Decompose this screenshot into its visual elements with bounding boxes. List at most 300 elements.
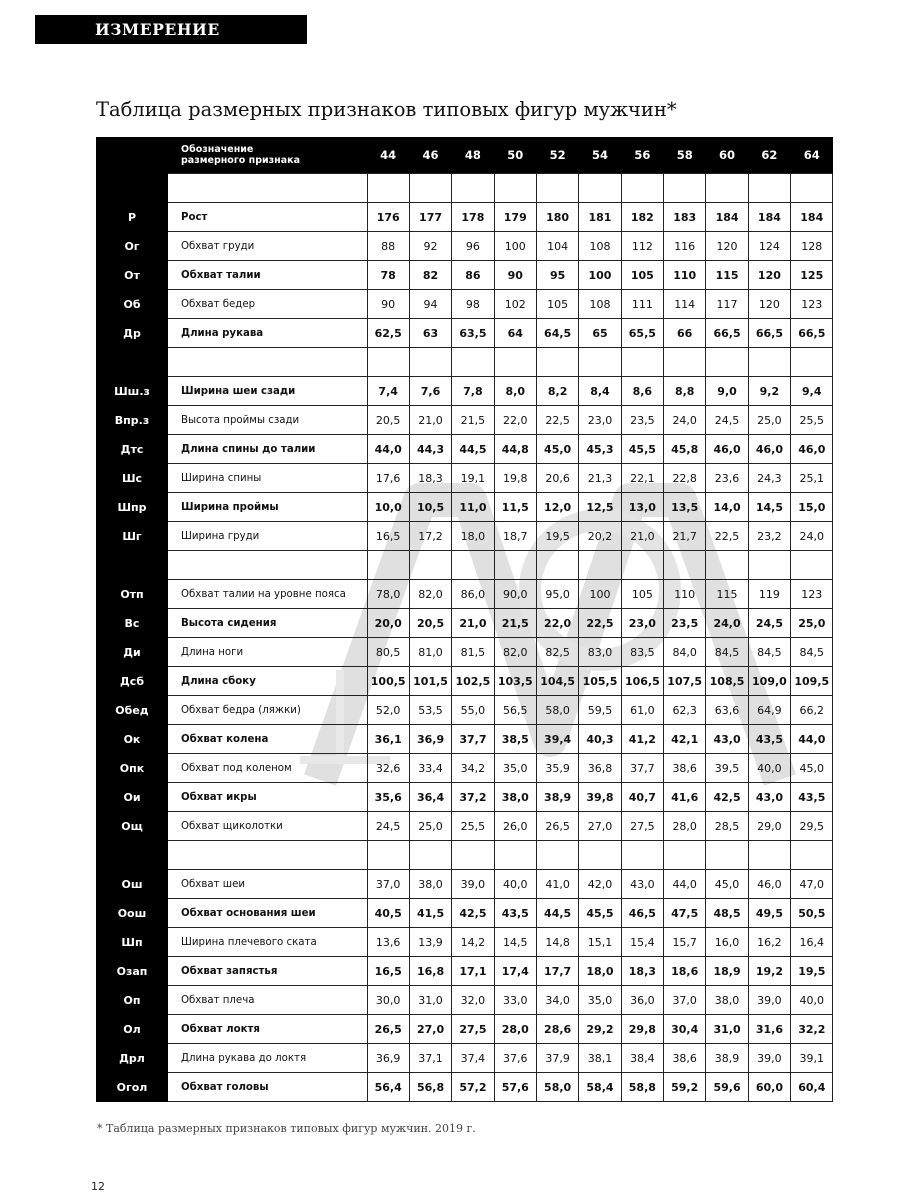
value-cell: 176: [367, 203, 409, 232]
header-label-line2: размерного признака: [181, 155, 301, 166]
value-cell: [579, 841, 621, 870]
value-cell: 58,0: [536, 696, 578, 725]
value-cell: 36,4: [409, 783, 451, 812]
value-cell: 18,0: [579, 957, 621, 986]
value-cell: 22,5: [536, 406, 578, 435]
value-cell: 22,5: [706, 522, 748, 551]
value-cell: 84,5: [706, 638, 748, 667]
table-row: [96, 957, 833, 986]
value-cell: 12,5: [579, 493, 621, 522]
value-cell: 40,0: [748, 754, 790, 783]
value-cell: 26,0: [494, 812, 536, 841]
group-spacer-row: [96, 174, 833, 203]
value-cell: 90,0: [494, 580, 536, 609]
value-cell: 82,5: [536, 638, 578, 667]
value-cell: 42,5: [706, 783, 748, 812]
header-size-58: 58: [664, 137, 706, 174]
value-cell: 56,4: [367, 1073, 409, 1102]
value-cell: 110: [664, 580, 706, 609]
value-cell: 49,5: [748, 899, 790, 928]
value-cell: 61,0: [621, 696, 663, 725]
value-cell: [409, 551, 451, 580]
value-cell: 20,5: [367, 406, 409, 435]
measurement-label: Обхват запястья: [168, 957, 367, 986]
value-cell: 125: [791, 261, 833, 290]
header-size-44: 44: [367, 137, 409, 174]
value-cell: 181: [579, 203, 621, 232]
value-cell: 38,6: [664, 754, 706, 783]
table-row: [96, 319, 833, 348]
value-cell: 120: [748, 290, 790, 319]
value-cell: 17,2: [409, 522, 451, 551]
value-cell: 21,0: [452, 609, 494, 638]
page-number: 12: [91, 1180, 105, 1193]
value-cell: 13,0: [621, 493, 663, 522]
measurement-code: Шп: [96, 928, 168, 957]
value-cell: 25,0: [748, 406, 790, 435]
table-row: [96, 1044, 833, 1073]
value-cell: [579, 174, 621, 203]
value-cell: 28,5: [706, 812, 748, 841]
value-cell: 90: [367, 290, 409, 319]
table-row: [96, 609, 833, 638]
value-cell: [791, 551, 833, 580]
value-cell: 84,5: [748, 638, 790, 667]
header-size-50: 50: [494, 137, 536, 174]
value-cell: 23,5: [621, 406, 663, 435]
value-cell: 23,0: [621, 609, 663, 638]
value-cell: 39,0: [748, 1044, 790, 1073]
value-cell: 43,0: [748, 783, 790, 812]
value-cell: 29,5: [791, 812, 833, 841]
value-cell: 59,2: [664, 1073, 706, 1102]
value-cell: [706, 841, 748, 870]
value-cell: 64: [494, 319, 536, 348]
table-row: [96, 899, 833, 928]
value-cell: 24,3: [748, 464, 790, 493]
value-cell: [579, 348, 621, 377]
value-cell: [536, 174, 578, 203]
value-cell: 22,8: [664, 464, 706, 493]
value-cell: 184: [748, 203, 790, 232]
header-code-cell: [96, 137, 168, 174]
value-cell: 43,0: [706, 725, 748, 754]
table-row: [96, 580, 833, 609]
value-cell: 18,6: [664, 957, 706, 986]
value-cell: 9,0: [706, 377, 748, 406]
label-cell: [168, 841, 367, 870]
measurement-code: Ои: [96, 783, 168, 812]
value-cell: 31,6: [748, 1015, 790, 1044]
value-cell: 66,5: [791, 319, 833, 348]
value-cell: 100: [579, 261, 621, 290]
value-cell: 41,2: [621, 725, 663, 754]
value-cell: 17,7: [536, 957, 578, 986]
value-cell: 36,8: [579, 754, 621, 783]
value-cell: 46,5: [621, 899, 663, 928]
value-cell: 13,9: [409, 928, 451, 957]
value-cell: 20,5: [409, 609, 451, 638]
code-cell: [96, 841, 168, 870]
value-cell: 8,0: [494, 377, 536, 406]
measurement-code: Шш.з: [96, 377, 168, 406]
value-cell: 7,6: [409, 377, 451, 406]
measurement-label: Обхват локтя: [168, 1015, 367, 1044]
value-cell: 24,0: [706, 609, 748, 638]
value-cell: [536, 551, 578, 580]
value-cell: 15,0: [791, 493, 833, 522]
measurement-label: Высота проймы сзади: [168, 406, 367, 435]
code-cell: [96, 174, 168, 203]
value-cell: 95,0: [536, 580, 578, 609]
table-header-row: [96, 137, 833, 174]
measurement-code: Огол: [96, 1073, 168, 1102]
value-cell: 43,0: [621, 870, 663, 899]
value-cell: 22,0: [494, 406, 536, 435]
table-row: [96, 406, 833, 435]
value-cell: [579, 551, 621, 580]
value-cell: 37,7: [452, 725, 494, 754]
value-cell: 19,8: [494, 464, 536, 493]
measurement-label: Обхват груди: [168, 232, 367, 261]
measurement-label: Ширина шеи сзади: [168, 377, 367, 406]
value-cell: [452, 174, 494, 203]
footnote: * Таблица размерных признаков типовых фигур мужчин. 2019 г.: [97, 1122, 476, 1135]
value-cell: 7,8: [452, 377, 494, 406]
value-cell: 105: [536, 290, 578, 319]
value-cell: 120: [748, 261, 790, 290]
value-cell: 60,4: [791, 1073, 833, 1102]
value-cell: 86,0: [452, 580, 494, 609]
value-cell: 40,5: [367, 899, 409, 928]
value-cell: [367, 174, 409, 203]
value-cell: 10,0: [367, 493, 409, 522]
value-cell: 15,1: [579, 928, 621, 957]
value-cell: 78,0: [367, 580, 409, 609]
value-cell: 27,0: [579, 812, 621, 841]
measurement-code: Ди: [96, 638, 168, 667]
value-cell: 59,6: [706, 1073, 748, 1102]
value-cell: 45,0: [791, 754, 833, 783]
value-cell: 38,9: [536, 783, 578, 812]
value-cell: [494, 174, 536, 203]
value-cell: 46,0: [706, 435, 748, 464]
value-cell: 37,1: [409, 1044, 451, 1073]
value-cell: 178: [452, 203, 494, 232]
value-cell: 48,5: [706, 899, 748, 928]
value-cell: 22,0: [536, 609, 578, 638]
value-cell: 84,5: [791, 638, 833, 667]
group-spacer-row: [96, 841, 833, 870]
value-cell: 37,9: [536, 1044, 578, 1073]
value-cell: 30,0: [367, 986, 409, 1015]
header-size-48: 48: [452, 137, 494, 174]
table-row: [96, 638, 833, 667]
value-cell: 62,5: [367, 319, 409, 348]
value-cell: 43,5: [791, 783, 833, 812]
value-cell: 128: [791, 232, 833, 261]
measurement-label: Обхват шеи: [168, 870, 367, 899]
value-cell: 44,5: [452, 435, 494, 464]
value-cell: 83,5: [621, 638, 663, 667]
value-cell: 41,6: [664, 783, 706, 812]
value-cell: [536, 841, 578, 870]
value-cell: 103,5: [494, 667, 536, 696]
table-row: [96, 1015, 833, 1044]
value-cell: 18,3: [409, 464, 451, 493]
value-cell: 20,2: [579, 522, 621, 551]
value-cell: 65,5: [621, 319, 663, 348]
value-cell: 21,5: [494, 609, 536, 638]
code-cell: [96, 551, 168, 580]
value-cell: 115: [706, 580, 748, 609]
value-cell: 16,5: [367, 957, 409, 986]
value-cell: 18,9: [706, 957, 748, 986]
value-cell: [791, 348, 833, 377]
value-cell: 36,9: [409, 725, 451, 754]
value-cell: 35,0: [494, 754, 536, 783]
value-cell: 82,0: [409, 580, 451, 609]
value-cell: [367, 841, 409, 870]
table-row: [96, 783, 833, 812]
value-cell: 66,5: [706, 319, 748, 348]
value-cell: 92: [409, 232, 451, 261]
value-cell: 29,8: [621, 1015, 663, 1044]
header-size-64: 64: [791, 137, 833, 174]
measurement-label: Обхват под коленом: [168, 754, 367, 783]
value-cell: [621, 348, 663, 377]
value-cell: 19,5: [791, 957, 833, 986]
value-cell: 37,0: [664, 986, 706, 1015]
value-cell: 32,2: [791, 1015, 833, 1044]
value-cell: 45,5: [621, 435, 663, 464]
value-cell: 17,6: [367, 464, 409, 493]
value-cell: 59,5: [579, 696, 621, 725]
measurement-label: Обхват колена: [168, 725, 367, 754]
value-cell: 98: [452, 290, 494, 319]
value-cell: 108,5: [706, 667, 748, 696]
value-cell: [494, 841, 536, 870]
value-cell: 119: [748, 580, 790, 609]
value-cell: 38,5: [494, 725, 536, 754]
value-cell: 39,0: [748, 986, 790, 1015]
value-cell: 64,5: [536, 319, 578, 348]
measurement-label: Рост: [168, 203, 367, 232]
value-cell: 38,9: [706, 1044, 748, 1073]
value-cell: 38,6: [664, 1044, 706, 1073]
value-cell: 27,0: [409, 1015, 451, 1044]
value-cell: 57,6: [494, 1073, 536, 1102]
table-row: [96, 870, 833, 899]
value-cell: 18,7: [494, 522, 536, 551]
table-row: [96, 261, 833, 290]
value-cell: 32,6: [367, 754, 409, 783]
value-cell: [748, 841, 790, 870]
value-cell: 27,5: [452, 1015, 494, 1044]
value-cell: 81,0: [409, 638, 451, 667]
value-cell: 42,0: [579, 870, 621, 899]
value-cell: 36,1: [367, 725, 409, 754]
value-cell: 23,5: [664, 609, 706, 638]
value-cell: 8,2: [536, 377, 578, 406]
value-cell: 24,0: [664, 406, 706, 435]
value-cell: 106,5: [621, 667, 663, 696]
value-cell: 38,1: [579, 1044, 621, 1073]
value-cell: 82: [409, 261, 451, 290]
value-cell: 10,5: [409, 493, 451, 522]
value-cell: 34,2: [452, 754, 494, 783]
value-cell: 37,6: [494, 1044, 536, 1073]
value-cell: 38,0: [409, 870, 451, 899]
value-cell: 101,5: [409, 667, 451, 696]
value-cell: 117: [706, 290, 748, 319]
value-cell: 31,0: [706, 1015, 748, 1044]
value-cell: [791, 841, 833, 870]
measurement-code: Озап: [96, 957, 168, 986]
value-cell: 32,0: [452, 986, 494, 1015]
header-label-line1: Обозначение: [181, 144, 254, 155]
value-cell: 44,5: [536, 899, 578, 928]
value-cell: 63,6: [706, 696, 748, 725]
value-cell: [494, 551, 536, 580]
measurement-code: Обед: [96, 696, 168, 725]
value-cell: 17,1: [452, 957, 494, 986]
value-cell: 114: [664, 290, 706, 319]
value-cell: 41,5: [409, 899, 451, 928]
value-cell: 20,6: [536, 464, 578, 493]
value-cell: 21,3: [579, 464, 621, 493]
value-cell: 14,5: [748, 493, 790, 522]
measurement-code: Дсб: [96, 667, 168, 696]
value-cell: 21,0: [621, 522, 663, 551]
value-cell: 58,0: [536, 1073, 578, 1102]
value-cell: 37,4: [452, 1044, 494, 1073]
value-cell: 64,9: [748, 696, 790, 725]
measurement-label: Длина сбоку: [168, 667, 367, 696]
table-row: [96, 1073, 833, 1102]
value-cell: 14,0: [706, 493, 748, 522]
value-cell: [621, 174, 663, 203]
table-row: [96, 725, 833, 754]
value-cell: 39,1: [791, 1044, 833, 1073]
header-label-cell: [168, 137, 367, 174]
measurement-label: Обхват икры: [168, 783, 367, 812]
value-cell: 88: [367, 232, 409, 261]
value-cell: 180: [536, 203, 578, 232]
value-cell: 123: [791, 290, 833, 319]
value-cell: 14,8: [536, 928, 578, 957]
value-cell: 38,4: [621, 1044, 663, 1073]
value-cell: 30,4: [664, 1015, 706, 1044]
value-cell: 109,5: [791, 667, 833, 696]
measurement-code: Дрл: [96, 1044, 168, 1073]
measurement-code: Р: [96, 203, 168, 232]
value-cell: 42,5: [452, 899, 494, 928]
value-cell: 38,0: [494, 783, 536, 812]
group-spacer-row: [96, 551, 833, 580]
value-cell: 57,2: [452, 1073, 494, 1102]
value-cell: 19,5: [536, 522, 578, 551]
value-cell: 115: [706, 261, 748, 290]
value-cell: [664, 174, 706, 203]
value-cell: 26,5: [536, 812, 578, 841]
value-cell: 9,4: [791, 377, 833, 406]
value-cell: 56,5: [494, 696, 536, 725]
value-cell: 41,0: [536, 870, 578, 899]
value-cell: 102,5: [452, 667, 494, 696]
value-cell: [748, 551, 790, 580]
value-cell: 120: [706, 232, 748, 261]
value-cell: 40,0: [791, 986, 833, 1015]
value-cell: 112: [621, 232, 663, 261]
value-cell: 47,5: [664, 899, 706, 928]
measurement-label: Обхват бедра (ляжки): [168, 696, 367, 725]
value-cell: 63,5: [452, 319, 494, 348]
value-cell: 22,5: [579, 609, 621, 638]
measurement-code: Шг: [96, 522, 168, 551]
header-size-62: 62: [748, 137, 790, 174]
measurement-label: Длина рукава до локтя: [168, 1044, 367, 1073]
table-body: [96, 174, 833, 1102]
value-cell: 7,4: [367, 377, 409, 406]
value-cell: 16,5: [367, 522, 409, 551]
value-cell: 33,0: [494, 986, 536, 1015]
value-cell: 182: [621, 203, 663, 232]
value-cell: 95: [536, 261, 578, 290]
value-cell: 184: [706, 203, 748, 232]
value-cell: 46,0: [748, 870, 790, 899]
value-cell: 124: [748, 232, 790, 261]
measurement-code: Шпр: [96, 493, 168, 522]
value-cell: 105: [621, 261, 663, 290]
value-cell: 39,5: [706, 754, 748, 783]
value-cell: 45,8: [664, 435, 706, 464]
value-cell: 86: [452, 261, 494, 290]
value-cell: 21,0: [409, 406, 451, 435]
value-cell: 13,5: [664, 493, 706, 522]
value-cell: 84,0: [664, 638, 706, 667]
header-size-60: 60: [706, 137, 748, 174]
table-row: [96, 232, 833, 261]
value-cell: 28,6: [536, 1015, 578, 1044]
table-row: [96, 203, 833, 232]
size-table: [96, 137, 833, 1102]
value-cell: 35,6: [367, 783, 409, 812]
value-cell: 66: [664, 319, 706, 348]
value-cell: [706, 348, 748, 377]
value-cell: 111: [621, 290, 663, 319]
value-cell: [452, 841, 494, 870]
value-cell: 39,4: [536, 725, 578, 754]
value-cell: 52,0: [367, 696, 409, 725]
value-cell: [409, 348, 451, 377]
value-cell: 83,0: [579, 638, 621, 667]
value-cell: 24,0: [791, 522, 833, 551]
measurement-label: Обхват основания шеи: [168, 899, 367, 928]
value-cell: 60,0: [748, 1073, 790, 1102]
value-cell: [664, 551, 706, 580]
value-cell: 36,0: [621, 986, 663, 1015]
value-cell: 53,5: [409, 696, 451, 725]
table-row: [96, 754, 833, 783]
value-cell: [664, 348, 706, 377]
measurement-label: Обхват талии: [168, 261, 367, 290]
value-cell: 36,9: [367, 1044, 409, 1073]
value-cell: 15,4: [621, 928, 663, 957]
value-cell: 35,9: [536, 754, 578, 783]
value-cell: [452, 348, 494, 377]
value-cell: 8,4: [579, 377, 621, 406]
